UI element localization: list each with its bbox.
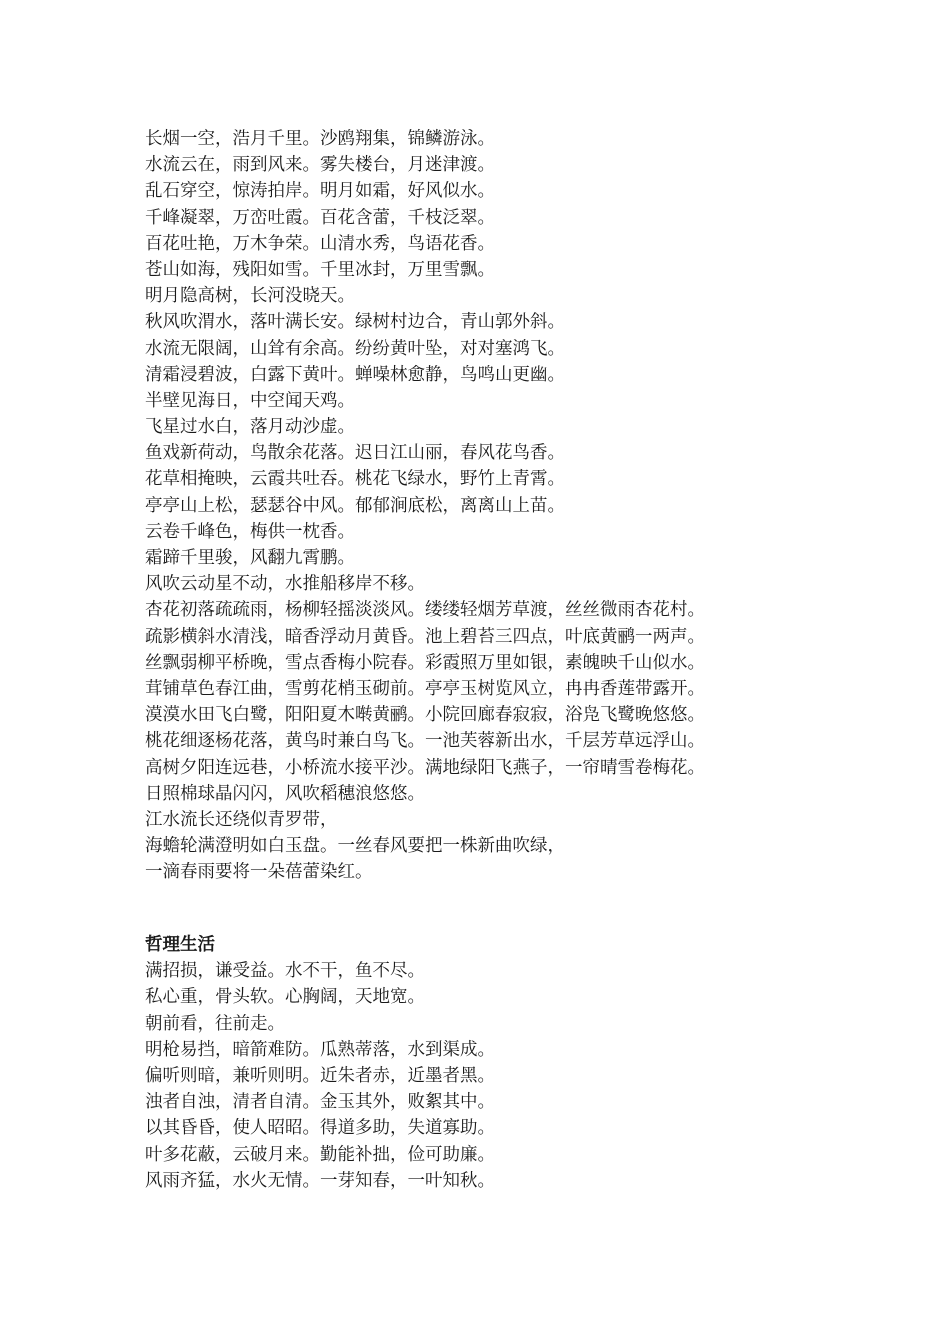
- text-line: 苍山如海，残阳如雪。千里冰封，万里雪飘。: [145, 259, 495, 280]
- text-line: 偏听则暗，兼听则明。近朱者赤，近墨者黑。: [145, 1065, 495, 1086]
- text-line: 明枪易挡，暗箭难防。瓜熟蒂落，水到渠成。: [145, 1039, 495, 1060]
- section-heading: 哲理生活: [145, 935, 215, 955]
- text-line: 叶多花蔽，云破月来。勤能补拙，俭可助廉。: [145, 1144, 495, 1165]
- text-line: 明月隐高树，长河没晓天。: [145, 286, 355, 307]
- text-line: 长烟一空，浩月千里。沙鸥翔集，锦鳞游泳。: [145, 129, 495, 149]
- text-line: 满招损，谦受益。水不干，鱼不尽。: [145, 961, 425, 982]
- text-line: 云卷千峰色，梅供一枕香。: [145, 521, 355, 542]
- text-line: 秋风吹渭水，落叶满长安。绿树村边合，青山郭外斜。: [145, 312, 565, 333]
- text-line: 鱼戏新荷动，鸟散余花落。迟日江山丽，春风花鸟香。: [145, 443, 565, 464]
- text-line: 浊者自浊，清者自清。金玉其外，败絮其中。: [145, 1092, 495, 1113]
- text-line: 一滴春雨要将一朵蓓蕾染红。: [145, 862, 373, 883]
- text-line: 杏花初落疏疏雨，杨柳轻摇淡淡风。缕缕轻烟芳草渡，丝丝微雨杏花村。: [145, 600, 705, 621]
- text-line: 私心重，骨头软。心胸阔，天地宽。: [145, 987, 425, 1008]
- text-line: 霜蹄千里骏，风翻九霄鹏。: [145, 548, 355, 568]
- text-line: 风雨齐猛，水火无情。一芽知春，一叶知秋。: [145, 1170, 495, 1191]
- text-line: 茸铺草色春江曲，雪剪花梢玉砌前。亭亭玉树览风立，冉冉香莲带露开。: [145, 678, 705, 699]
- text-line: 百花吐艳，万木争荣。山清水秀，鸟语花香。: [145, 233, 495, 254]
- text-line: 以其昏昏，使人昭昭。得道多助，失道寡助。: [145, 1118, 495, 1139]
- text-line: 半壁见海日，中空闻天鸡。: [145, 390, 355, 411]
- philosophy-section: [145, 932, 935, 1194]
- scenery-phrases-section: [145, 126, 935, 885]
- text-line: 水流云在，雨到风来。雾失楼台，月迷津渡。: [145, 155, 495, 176]
- text-line: 乱石穿空，惊涛拍岸。明月如霜，好风似水。: [145, 181, 495, 202]
- text-line: 日照棉球晶闪闪，风吹稻穗浪悠悠。: [145, 783, 425, 804]
- text-line: 高树夕阳连远巷，小桥流水接平沙。满地绿阳飞燕子，一帘晴雪卷梅花。: [145, 757, 705, 778]
- text-line: 千峰凝翠，万峦吐霞。百花含蕾，千枝泛翠。: [145, 207, 495, 228]
- text-line: 桃花细逐杨花落，黄鸟时兼白鸟飞。一池芙蓉新出水，千层芳草远浮山。: [145, 731, 705, 752]
- text-line: 清霜浸碧波，白露下黄叶。蝉噪林愈静，鸟鸣山更幽。: [145, 364, 565, 385]
- text-line: 水流无限阔，山耸有余高。纷纷黄叶坠，对对塞鸿飞。: [145, 338, 565, 359]
- text-line: 丝飘弱柳平桥晚，雪点香梅小院春。彩霞照万里如银，素魄映千山似水。: [145, 652, 705, 673]
- text-line: 疏影横斜水清浅，暗香浮动月黄昏。池上碧苔三四点，叶底黄鹂一两声。: [145, 626, 705, 647]
- text-line: 漠漠水田飞白鹭，阳阳夏木啭黄鹂。小院回廊春寂寂，浴凫飞鹭晚悠悠。: [145, 705, 705, 726]
- text-line: 江水流长还绕似青罗带，: [145, 809, 338, 830]
- text-line: 飞星过水白，落月动沙虚。: [145, 417, 355, 438]
- text-line: 海蟾轮满澄明如白玉盘。一丝春风要把一株新曲吹绿，: [145, 836, 565, 857]
- text-line: 亭亭山上松，瑟瑟谷中风。郁郁涧底松，离离山上苗。: [145, 495, 565, 516]
- text-line: 风吹云动星不动，水推船移岸不移。: [145, 574, 425, 595]
- text-line: 花草相掩映，云霞共吐吞。桃花飞绿水，野竹上青霄。: [145, 469, 565, 490]
- text-line: 朝前看，往前走。: [145, 1013, 285, 1034]
